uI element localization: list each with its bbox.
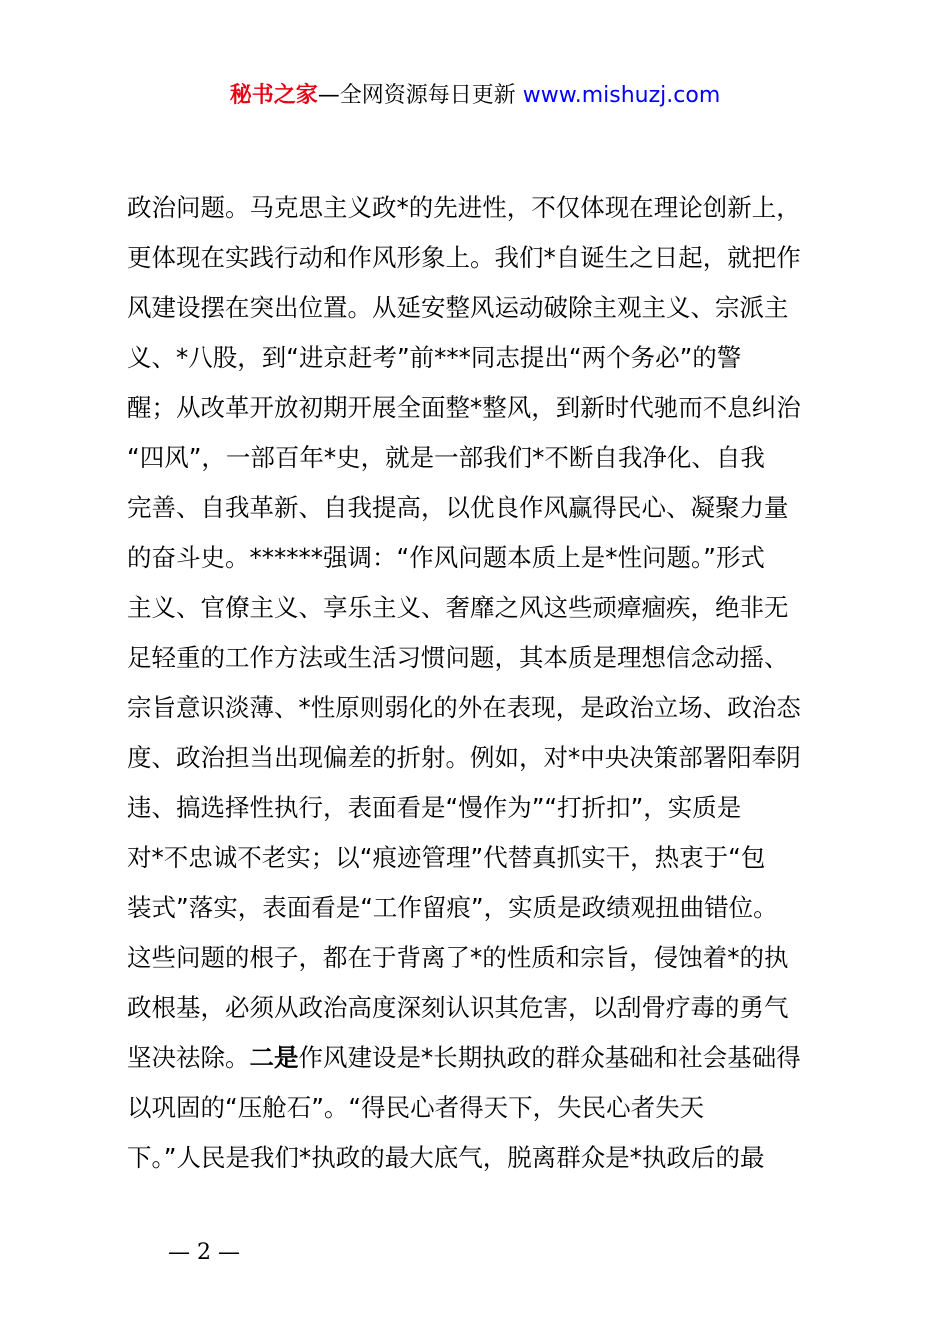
text-run: 坚决祛除。	[127, 1043, 250, 1072]
page-number: — 2 —	[168, 1240, 240, 1265]
text-line: 下。”人民是我们*执政的最大底气，脱离群众是*执政后的最	[127, 1143, 765, 1172]
text-line: “四风”，一部百年*史，就是一部我们*不断自我净化、自我	[127, 443, 765, 472]
text-run: 作风建设是*长期执政的群众基础和社会基础得	[298, 1043, 801, 1072]
emphasis-text: 二是	[249, 1043, 299, 1072]
text-line: 主义、官僚主义、享乐主义、奢靡之风这些顽瘴痼疾，绝非无	[127, 593, 789, 622]
text-line-mixed	[127, 1033, 839, 1083]
text-line: 违、搞选择性执行，表面看是“慢作为”“打折扣”，实质是	[127, 793, 742, 822]
text-line: 度、政治担当出现偏差的折射。例如，对*中央决策部署阳奉阴	[127, 743, 801, 772]
text-line: 的奋斗史。******强调：“作风问题本质上是*性问题。”形式	[127, 543, 765, 572]
text-line: 义、*八股，到“进京赶考”前***同志提出“两个务必”的警	[127, 343, 742, 372]
text-line: 宗旨意识淡薄、*性原则弱化的外在表现，是政治立场、政治态	[127, 693, 801, 722]
text-line: 更体现在实践行动和作风形象上。我们*自诞生之日起，就把作	[127, 243, 801, 272]
text-line: 醒；从改革开放初期开展全面整*整风，到新时代驰而不息纠治	[127, 393, 801, 422]
text-line: 对*不忠诚不老实；以“痕迹管理”代替真抓实干，热衷于“包	[127, 843, 766, 872]
text-line: 装式”落实，表面看是“工作留痕”，实质是政绩观扭曲错位。	[127, 893, 778, 922]
header-slogan: —全网资源每日更新	[317, 83, 523, 108]
site-header	[0, 80, 950, 112]
body-text	[127, 183, 839, 1183]
text-line: 风建设摆在突出位置。从延安整风运动破除主观主义、宗派主	[127, 293, 789, 322]
text-line: 以巩固的“压舱石”。“得民心者得天下，失民心者失天	[127, 1093, 705, 1122]
text-line: 足轻重的工作方法或生活习惯问题，其本质是理想信念动摇、	[127, 643, 789, 672]
brand-name: 秘书之家	[229, 83, 318, 108]
text-line: 这些问题的根子，都在于背离了*的性质和宗旨，侵蚀着*的执	[127, 943, 789, 972]
header-url-link[interactable]: www.mishuzj.com	[522, 83, 721, 108]
text-line: 政根基，必须从政治高度深刻认识其危害，以刮骨疗毒的勇气	[127, 993, 789, 1022]
text-line: 完善、自我革新、自我提高，以优良作风赢得民心、凝聚力量	[127, 493, 789, 522]
text-line: 政治问题。马克思主义政*的先进性，不仅体现在理论创新上，	[127, 193, 801, 222]
